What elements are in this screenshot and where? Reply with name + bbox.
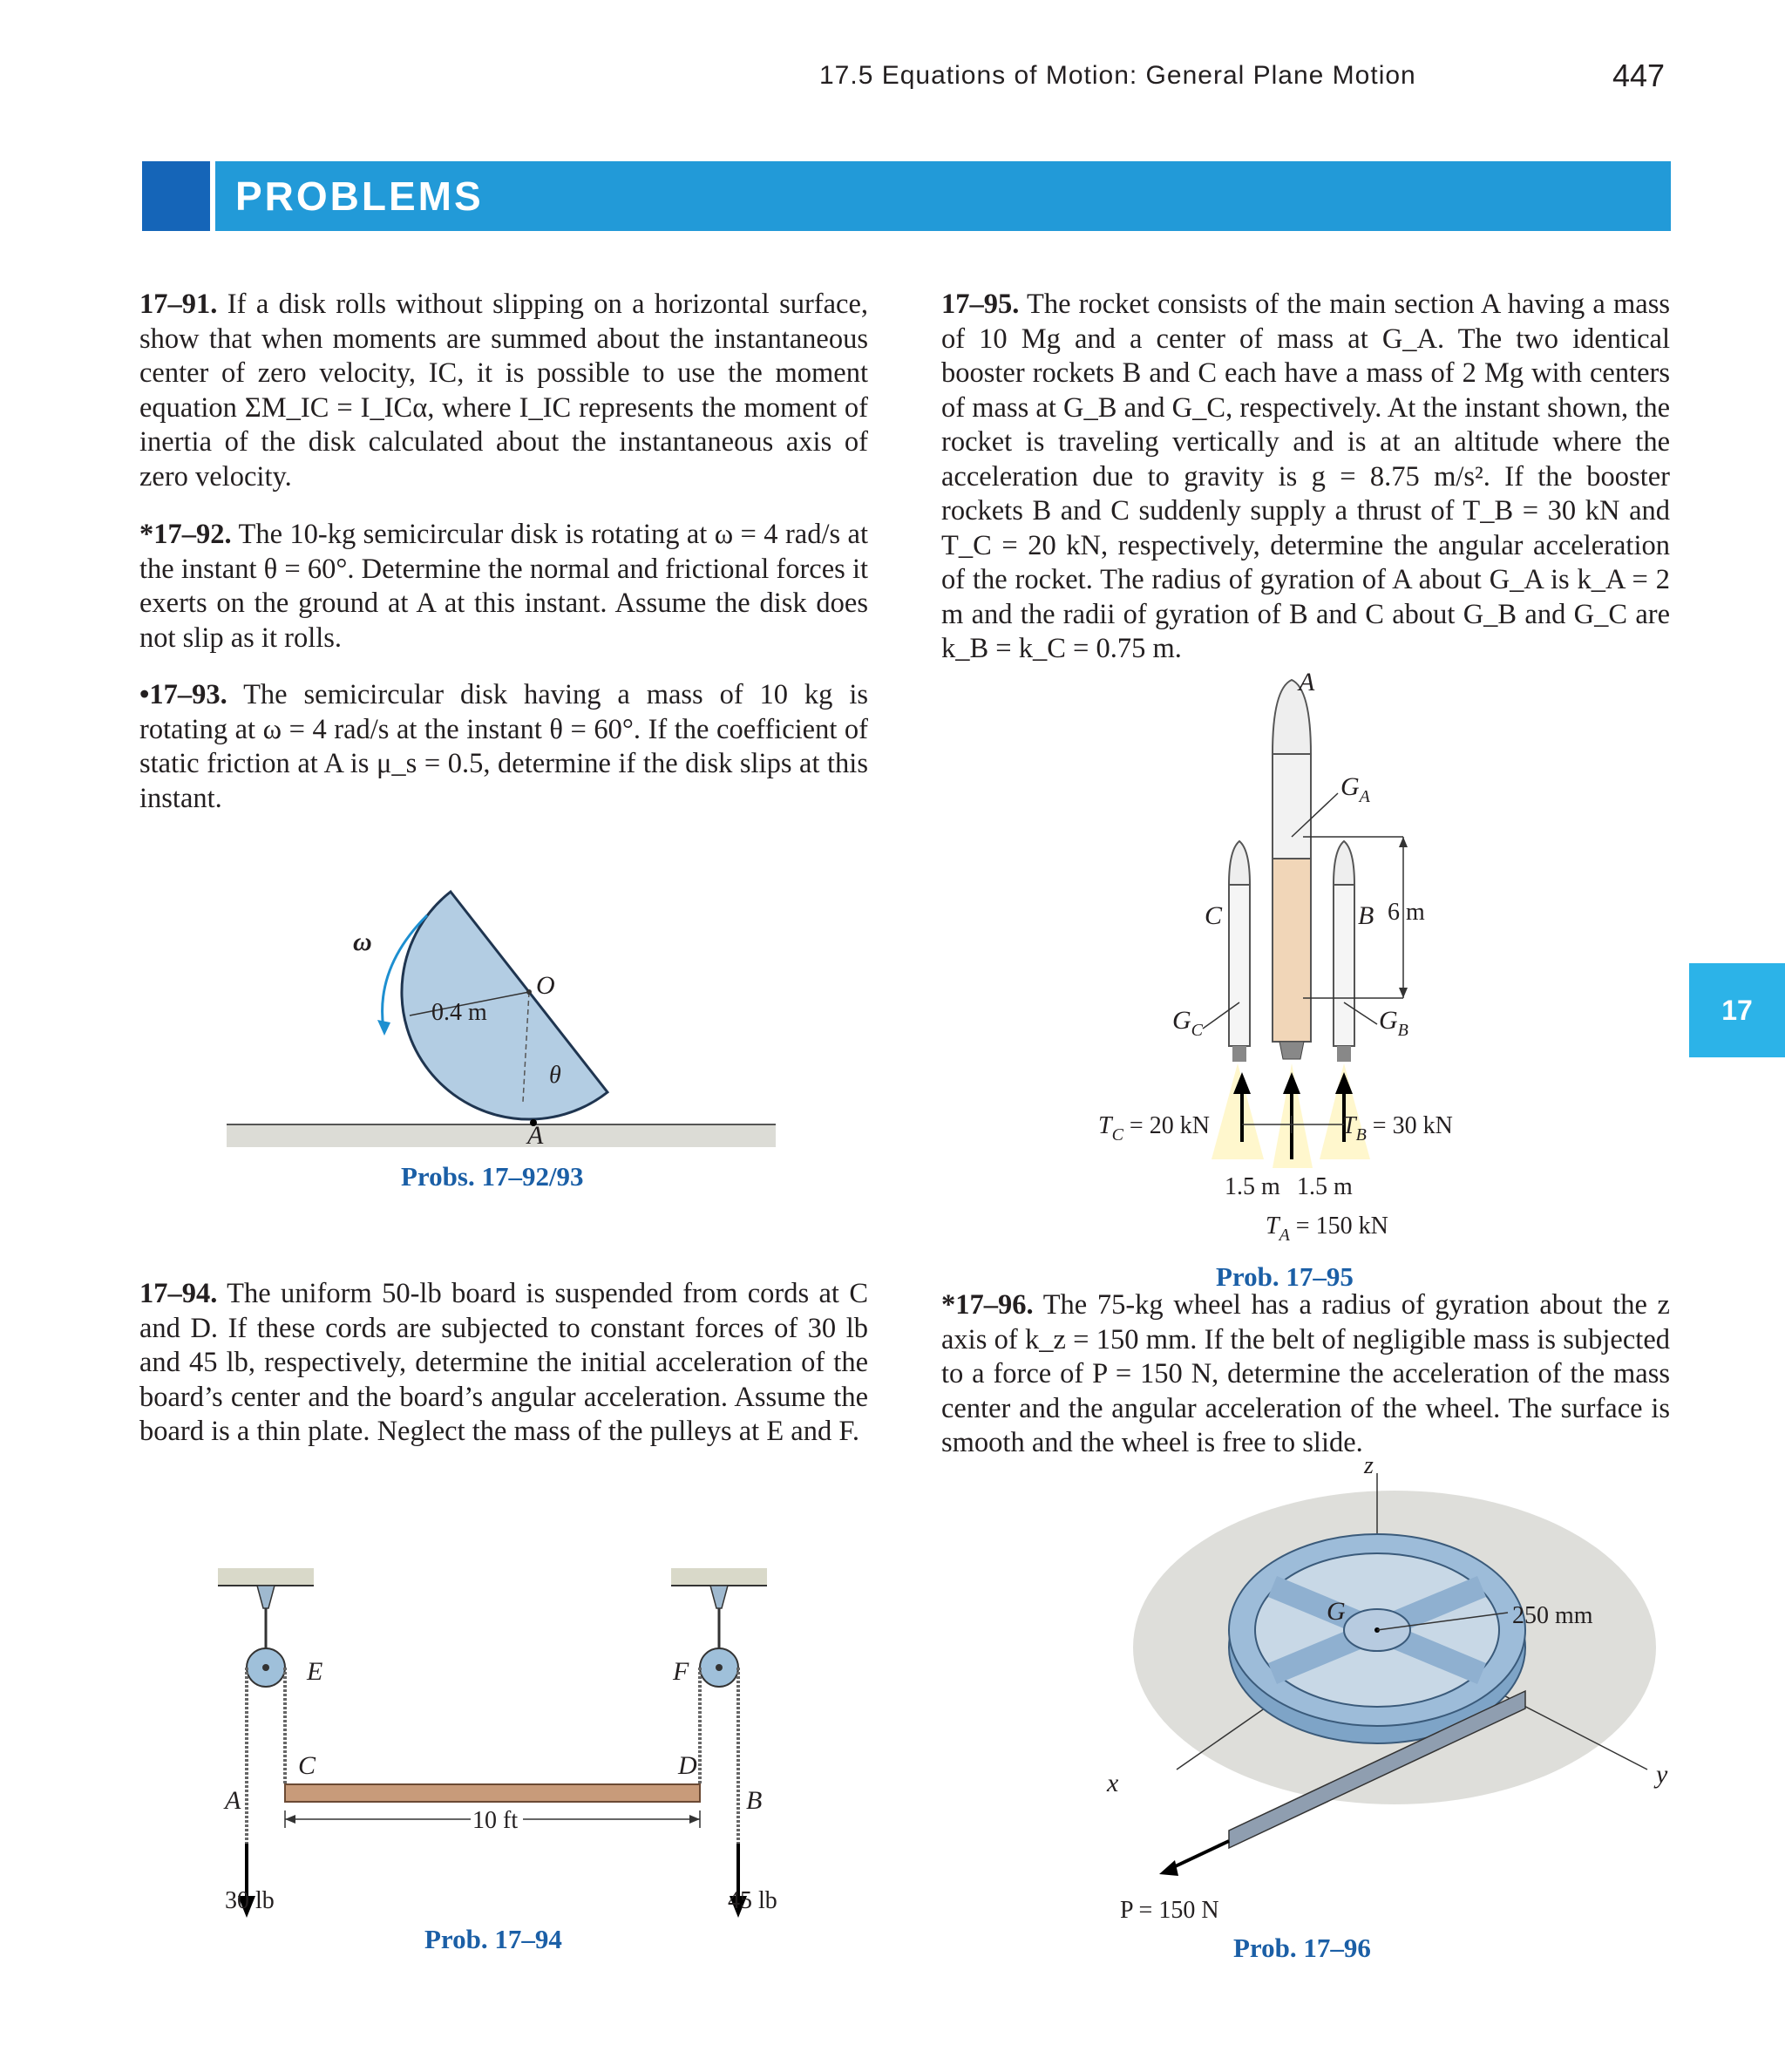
theta-label: θ: [549, 1062, 561, 1089]
point-d-label: D: [678, 1751, 697, 1780]
board: [285, 1784, 700, 1802]
booster-b-label: B: [1358, 901, 1374, 930]
force-right-label: 45 lb: [728, 1887, 777, 1914]
problem-number: 17–95.: [941, 289, 1020, 320]
problem-number: *17–96.: [941, 1289, 1034, 1321]
distance-1-label: 1.5 m: [1225, 1173, 1280, 1200]
height-label: 6 m: [1388, 899, 1425, 926]
point-a-label: A: [527, 1121, 544, 1150]
force-left-label: 30 lb: [225, 1887, 275, 1914]
thrust-b-label: $T_B = 30$ kN: [1342, 1112, 1453, 1145]
mass-center-label: G: [1327, 1597, 1346, 1626]
point-b-label: B: [746, 1786, 763, 1815]
figure-caption: Probs. 17–92/93: [401, 1161, 584, 1192]
figure-semicircular-disk: [218, 880, 784, 1194]
page-number: 447: [1612, 58, 1666, 93]
banner-title: PROBLEMS: [235, 173, 484, 219]
force-p-label: P = 150 N: [1120, 1897, 1219, 1924]
ceiling-right: [671, 1568, 767, 1586]
problem-text: The semicircular disk having a mass of 10 kg is rotating at ω = 4 rad/s at the instant θ = 60°. If the coefficient of static friction at A is μ_s = 0.5, determine if the disk slips at this instant.: [139, 679, 868, 814]
figure-rocket: [1098, 668, 1490, 1292]
problem-text: The uniform 50-lb board is suspended from cords at C and D. If these cords are subjected to constant forces of 30 lb and 45 lb, respectively, determine the initial acceleration of the board’s center and the board’s angular acceleration. Assume the board is a thin plate. Neglect the mass of the pulleys at E and F.: [139, 1278, 868, 1447]
problem-number: *17–92.: [139, 519, 232, 550]
problem-17-96: [941, 1288, 1670, 1461]
figure-wheel: [1098, 1447, 1691, 1970]
point-c-label: C: [298, 1751, 316, 1780]
figure-caption: Prob. 17–95: [1216, 1261, 1354, 1292]
point-o-label: O: [536, 971, 555, 1000]
pulley-e-label: E: [307, 1657, 323, 1686]
problem-text: If a disk rolls without slipping on a horizontal surface, show that when moments are summed about the instantaneous center of zero velocity, IC, it is possible to use the moment equation ΣM_IC = I_ICα, where I_IC represents the moment of inertia of the disk calculated about the instantaneous axis of zero velocity.: [139, 289, 869, 493]
length-label: 10 ft: [472, 1807, 519, 1834]
pulley-f-label: F: [673, 1657, 689, 1686]
thrust-a-label: $T_A = 150$ kN: [1266, 1213, 1388, 1245]
flame-c: [1211, 1063, 1264, 1159]
problem-17-91: [139, 288, 868, 494]
problem-number: 17–91.: [139, 289, 218, 320]
gb-label: $G_B$: [1379, 1006, 1408, 1040]
thrust-c-label: $T_C = 20$ kN: [1098, 1112, 1210, 1145]
chapter-tab[interactable]: 17: [1689, 963, 1785, 1057]
problem-17-92: [139, 518, 868, 656]
booster-c-label: C: [1205, 901, 1223, 930]
banner-square: [142, 161, 210, 231]
omega-label: ω: [353, 927, 372, 956]
booster-c: [1229, 885, 1250, 1046]
ceiling-left: [218, 1568, 314, 1586]
section-header: 17.5 Equations of Motion: General Plane Motion: [819, 61, 1416, 90]
problem-number: •17–93.: [139, 679, 227, 710]
distance-2-label: 1.5 m: [1297, 1173, 1353, 1200]
ga-label: $G_A$: [1340, 772, 1370, 806]
figure-caption: Prob. 17–96: [1233, 1933, 1371, 1963]
problem-number: 17–94.: [139, 1278, 218, 1309]
point-a-label: A: [225, 1786, 241, 1815]
gc-label: $G_C$: [1172, 1006, 1204, 1040]
main-section-a: [1273, 859, 1311, 1042]
problem-17-94: [139, 1277, 868, 1450]
booster-b: [1334, 885, 1354, 1046]
section-a-label: A: [1299, 668, 1315, 696]
figure-caption: Prob. 17–94: [424, 1924, 562, 1954]
problem-17-95: [941, 288, 1670, 667]
problem-text: The 75-kg wheel has a radius of gyration about the z axis of k_z = 150 mm. If the belt of negligible mass is subjected to a force of P = 150 N, determine the acceleration of the mass center and the angular acceleration of the wheel. The surface is smooth and the wheel is free to slide.: [941, 1289, 1670, 1458]
x-label: x: [1107, 1769, 1119, 1797]
z-label: z: [1364, 1452, 1374, 1479]
radius-label: 0.4 m: [431, 999, 487, 1026]
problem-17-93: [139, 678, 868, 816]
problem-text: The 10-kg semicircular disk is rotating at ω = 4 rad/s at the instant θ = 60°. Determine the normal and frictional forces it exerts on the ground at A at this instant. Assume the disk does not slip as it rolls.: [139, 519, 868, 654]
y-label: y: [1656, 1760, 1668, 1789]
ground: [227, 1124, 776, 1147]
problem-text: The rocket consists of the main section A having a mass of 10 Mg and a center of mass at G_A. The two identical booster rockets B and C each have a mass of 2 Mg with centers of mass at G_B and G_C, respectively. At the instant shown, the rocket is traveling vertically and is at an altitude where the acceleration due to gravity is g = 8.75 m/s². If the booster rockets B and C suddenly supply a thrust of T_B = 30 kN and T_C = 20 kN, respectively, determine the angular acceleration of the rocket. The radius of gyration of A about G_A is k_A = 2 m and the radii of gyration of B and C about G_B and G_C are k_B = k_C = 0.75 m.: [941, 289, 1670, 664]
radius-label: 250 mm: [1512, 1602, 1593, 1629]
figure-suspended-board: [209, 1556, 802, 1954]
